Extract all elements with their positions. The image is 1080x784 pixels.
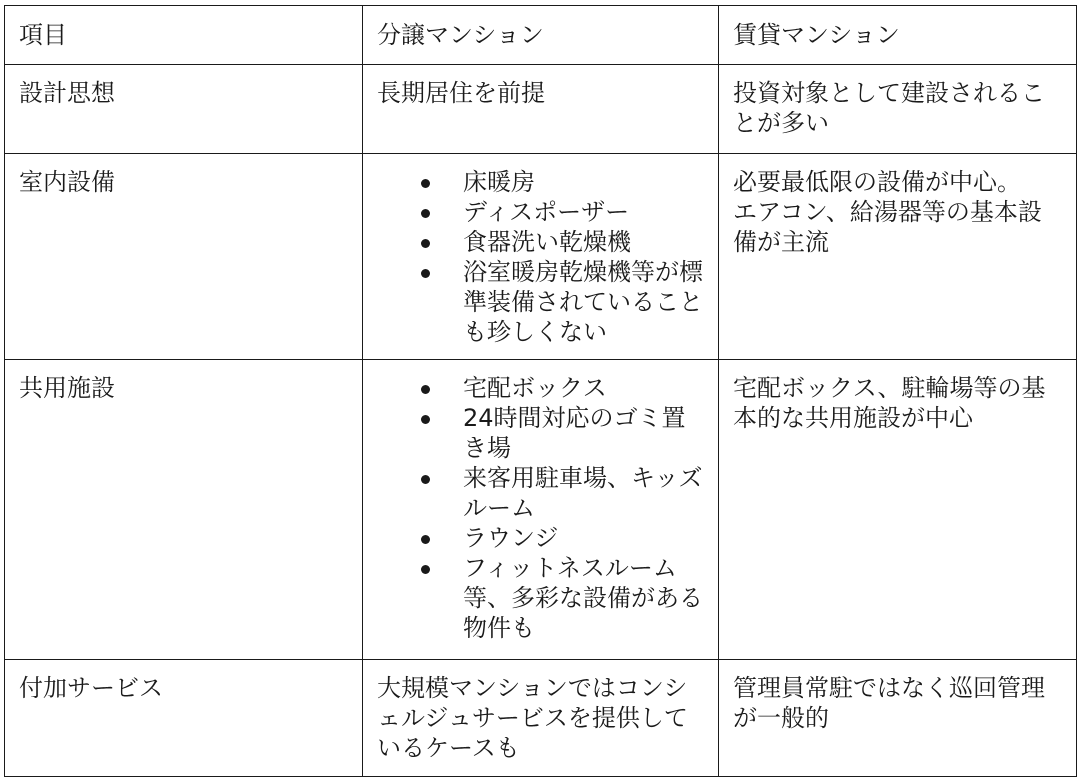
list-item: 床暖房 [463,167,704,197]
list-item: 宅配ボックス [463,373,704,403]
design-rental-cell: 投資対象として建設されることが多い [719,65,1077,154]
header-rental: 賃貸マンション [719,6,1077,65]
table-row-design [5,65,1077,154]
service-condo-cell: 大規模マンションではコンシェルジュサービスを提供しているケースも [363,660,719,777]
table-row-service [5,660,1077,777]
row-label-common: 共用施設 [5,360,363,660]
header-row [5,6,1077,65]
design-condo-cell: 長期居住を前提 [363,65,719,154]
row-label-interior: 室内設備 [5,154,363,360]
list-item: 来客用駐車場、キッズルーム [463,464,703,522]
list-item: ディスポーザー [463,197,704,227]
common-rental-cell: 宅配ボックス、駐輪場等の基本的な共用施設が中心 [719,360,1077,660]
interior-rental-line-1: 必要最低限の設備が中心。 [733,168,1021,196]
row-label-service: 付加サービス [5,660,363,777]
common-condo-cell [363,360,719,660]
list-item: ラウンジ [463,523,704,553]
list-item: 24時間対応のゴミ置き場 [463,403,704,463]
common-condo-list [377,373,704,643]
service-rental-cell: 管理員常駐ではなく巡回管理が一般的 [719,660,1077,777]
interior-rental-line-2: エアコン、給湯器等の基本設備が主流 [733,198,1042,256]
list-item: フィットネスルーム等、多彩な設備がある物件も [463,554,703,642]
comparison-table [4,5,1077,777]
header-condo: 分譲マンション [363,6,719,65]
interior-rental-cell [719,154,1077,360]
interior-condo-list [377,167,704,347]
interior-condo-cell [363,154,719,360]
header-item: 項目 [5,6,363,65]
row-label-design: 設計思想 [5,65,363,154]
list-item: 浴室暖房乾燥機等が標準装備されていることも珍しくない [463,258,703,346]
table-row-common [5,360,1077,660]
table-row-interior [5,154,1077,360]
list-item: 食器洗い乾燥機 [463,227,704,257]
